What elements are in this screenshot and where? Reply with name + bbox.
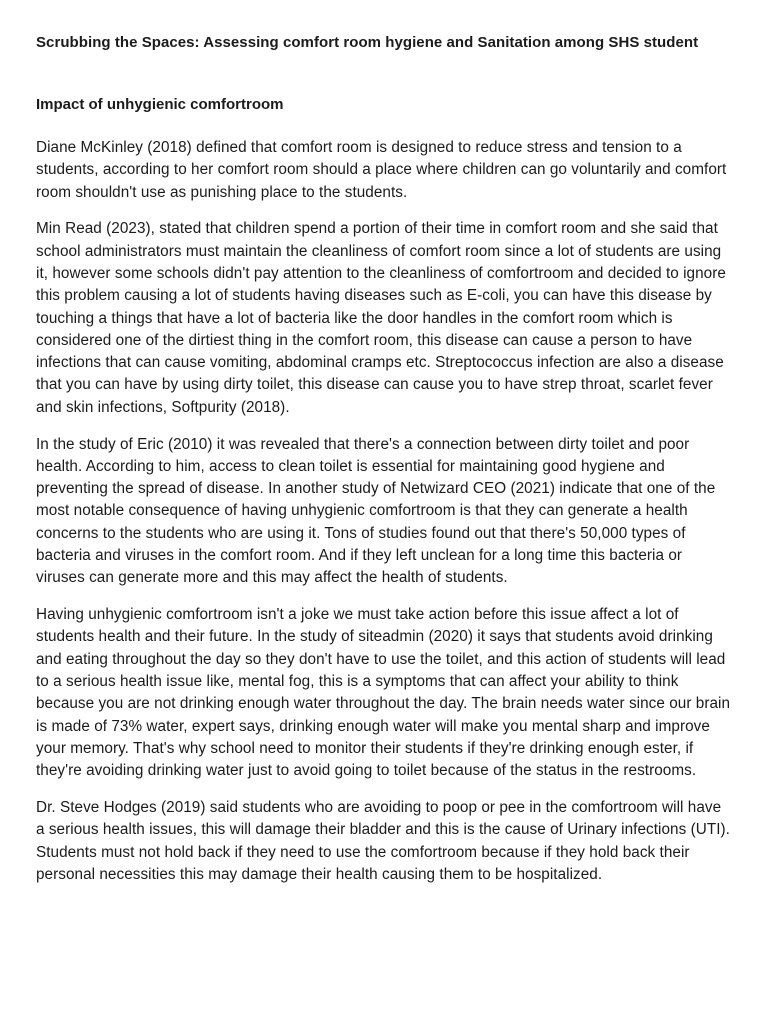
section-heading: Impact of unhygienic comfortroom bbox=[36, 96, 284, 113]
paragraph-1: Diane McKinley (2018) defined that comfort room is designed to reduce stress and tension to a students, according to her comfort room should a place where children can go voluntarily and comfort room shouldn't use as punishing place to the students. bbox=[36, 139, 727, 201]
document-title: Scrubbing the Spaces: Assessing comfort room hygiene and Sanitation among SHS student bbox=[36, 34, 699, 51]
paragraph-5: Dr. Steve Hodges (2019) said students who are avoiding to poop or pee in the comfortroom will have a serious health issues, this will damage their bladder and this is the cause of Urinary infections (UTI). Students must not hold back if they need to use the comfortroom because if they hold back their personal necessities this may damage their health causing them to be hospitalized. bbox=[36, 799, 730, 883]
paragraph-4: Having unhygienic comfortroom isn't a joke we must take action before this issue affect a lot of students health and their future. In the study of siteadmin (2020) it says that students avoid drinking and eating throughout the day so they don't have to use the toilet, and this action of students will lead to a serious health issue like, mental fog, this is a symptoms that can affect your ability to think because you are not drinking enough water throughout the day. The brain needs water since our brain is made of 73% water, expert says, drinking enough water will make you mental sharp and improve your memory. That's why school need to monitor their students if they're drinking enough ester, if they're avoiding drinking water just to avoid going to toilet because of the status in the restrooms. bbox=[36, 606, 731, 780]
paragraph-3: In the study of Eric (2010) it was revealed that there's a connection between dirty toilet and poor health. According to him, access to clean toilet is essential for maintaining good hygiene and preventing the spread of disease. In another study of Netwizard CEO (2021) indicate that one of the most notable consequence of having unhygienic comfortroom is that they can generate a health concerns to the students who are using it. Tons of studies found out that there's 50,000 types of bacteria and viruses in the comfort room. And if they left unclean for a long time this bacteria or viruses can generate more and this may affect the health of students. bbox=[36, 435, 716, 587]
body-text bbox=[36, 137, 732, 886]
paragraph-2: Min Read (2023), stated that children spend a portion of their time in comfort room and she said that school administrators must maintain the cleanliness of comfort room since a lot of students are using it, however some schools didn't pay attention to the cleanliness of comfortroom and decided to ignore this problem causing a lot of students having diseases such as E-coli, you can have this disease by touching a things that have a lot of bacteria like the door handles in the comfort room which is considered one of the dirtiest thing in the comfort room, this disease can cause a person to have infections that can cause vomiting, abdominal cramps etc. Streptococcus infection are also a disease that you can have by using dirty toilet, this disease can cause you to have strep throat, scarlet fever and skin infections, Softpurity (2018). bbox=[36, 220, 726, 416]
